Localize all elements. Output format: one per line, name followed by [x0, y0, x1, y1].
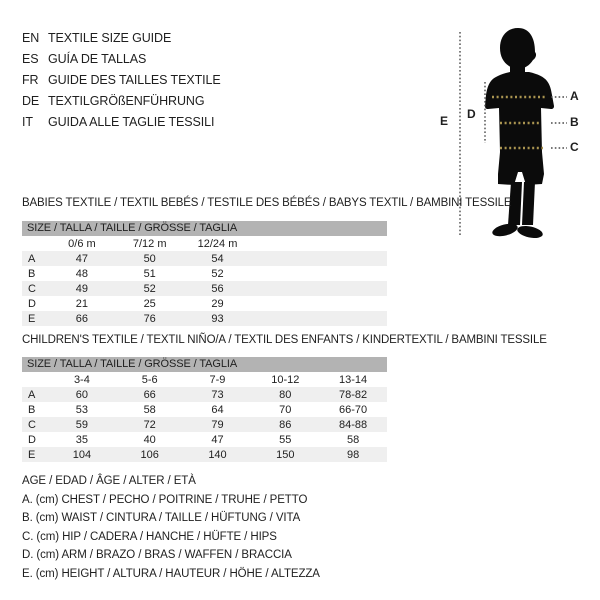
size-cell: 86 — [279, 418, 292, 431]
size-cell: 58 — [346, 433, 360, 446]
size-cell: 40 — [143, 433, 156, 446]
column-header-row — [22, 372, 387, 387]
size-cell: 51 — [143, 267, 156, 280]
language-code: IT — [22, 115, 33, 129]
column-header — [319, 236, 387, 251]
row-label: B — [28, 403, 36, 416]
size-cell: 47 — [75, 252, 89, 265]
size-cell: 53 — [75, 403, 89, 416]
children-size-table — [22, 372, 387, 462]
table-row — [22, 296, 387, 311]
column-header: 10-12 — [271, 373, 300, 386]
children-section-title: CHILDREN'S TEXTILE / TEXTIL NIÑO/A / TEXTIL DES ENFANTS / KINDERTEXTIL / BAMBINI TESSILE — [22, 334, 547, 346]
table-row — [22, 432, 387, 447]
legend-item: E. (cm) HEIGHT / ALTURA / HAUTEUR / HÖHE / ALTEZZA — [22, 567, 320, 580]
size-cell: 66-70 — [339, 403, 368, 416]
table-row — [22, 311, 387, 326]
language-row — [22, 49, 221, 70]
size-cell: 66 — [143, 388, 156, 401]
column-header: 7-9 — [209, 373, 226, 386]
language-row — [22, 70, 221, 91]
row-label-header — [22, 372, 48, 387]
babies-size-bar: SIZE / TALLA / TAILLE / GRÖSSE / TAGLIA — [22, 221, 387, 236]
column-header: 3-4 — [73, 373, 90, 386]
size-cell: 76 — [143, 312, 156, 325]
row-label: D — [28, 433, 36, 446]
row-label: E — [28, 448, 36, 461]
legend-item: C. (cm) HIP / CADERA / HANCHE / HÜFTE / HIPS — [22, 530, 277, 543]
table-row — [22, 281, 387, 296]
size-cell: 21 — [75, 297, 89, 310]
size-cell: 48 — [75, 267, 89, 280]
language-label: GUÍA DE TALLAS — [48, 52, 147, 66]
table-row — [22, 387, 387, 402]
row-label: A — [28, 252, 36, 265]
column-header: 5-6 — [141, 373, 158, 386]
size-cell: 56 — [211, 282, 224, 295]
size-cell: 52 — [211, 267, 224, 280]
language-row — [22, 28, 221, 49]
size-cell: 49 — [75, 282, 89, 295]
measurement-legend — [22, 472, 320, 584]
table-row — [22, 251, 387, 266]
language-code: ES — [22, 52, 39, 66]
figure-label-c: C — [570, 140, 579, 154]
size-cell — [251, 266, 319, 281]
language-code: DE — [22, 94, 40, 108]
babies-section-title: BABIES TEXTILE / TEXTIL BEBÉS / TESTILE DES BÉBÉS / BABYS TEXTIL / BAMBINI TESSILE — [22, 197, 512, 209]
column-header: 12/24 m — [197, 237, 238, 250]
table-row — [22, 417, 387, 432]
size-cell: 52 — [143, 282, 156, 295]
size-figure — [430, 25, 600, 245]
silhouette-head — [500, 28, 536, 69]
size-cell: 25 — [143, 297, 156, 310]
child-silhouette — [430, 25, 600, 245]
silhouette-right-leg — [522, 182, 535, 225]
language-code: FR — [22, 73, 39, 87]
figure-label-e: E — [440, 114, 449, 128]
size-cell: 79 — [211, 418, 224, 431]
size-cell: 106 — [140, 448, 159, 461]
size-cell — [251, 251, 319, 266]
size-cell — [251, 311, 319, 326]
language-row — [22, 112, 221, 133]
legend-item: B. (cm) WAIST / CINTURA / TAILLE / HÜFTUNG / VITA — [22, 512, 301, 525]
column-header-row — [22, 236, 387, 251]
size-cell — [319, 311, 387, 326]
size-cell: 72 — [143, 418, 156, 431]
column-header: 7/12 m — [132, 237, 167, 250]
language-row — [22, 91, 221, 112]
figure-label-b: B — [570, 115, 579, 129]
language-code: EN — [22, 31, 40, 45]
size-cell: 66 — [75, 312, 89, 325]
row-label: C — [28, 418, 36, 431]
size-cell — [251, 281, 319, 296]
size-cell: 84-88 — [339, 418, 368, 431]
figure-label-d: D — [467, 107, 476, 121]
row-label: D — [28, 297, 36, 310]
size-cell — [319, 266, 387, 281]
legend-item: D. (cm) ARM / BRAZO / BRAS / WAFFEN / BRACCIA — [22, 549, 292, 562]
babies-size-table — [22, 236, 387, 326]
language-list — [22, 28, 221, 133]
legend-item: A. (cm) CHEST / PECHO / POITRINE / TRUHE / PETTO — [22, 493, 308, 506]
size-cell: 58 — [143, 403, 156, 416]
figure-label-a: A — [570, 89, 579, 103]
size-cell: 80 — [279, 388, 292, 401]
row-label: B — [28, 267, 36, 280]
silhouette-shorts — [498, 152, 544, 185]
column-header: 0/6 m — [68, 237, 96, 250]
size-cell — [251, 296, 319, 311]
size-cell: 98 — [346, 448, 360, 461]
size-cell: 70 — [279, 403, 292, 416]
size-cell — [319, 251, 387, 266]
children-size-bar: SIZE / TALLA / TAILLE / GRÖSSE / TAGLIA — [22, 357, 387, 372]
size-cell: 73 — [211, 388, 224, 401]
language-label: TEXTILGRÖßENFÜHRUNG — [48, 94, 205, 108]
row-label-header — [22, 236, 48, 251]
size-cell: 150 — [276, 448, 295, 461]
size-cell: 140 — [208, 448, 227, 461]
row-label: E — [28, 312, 36, 325]
legend-age-line: AGE / EDAD / ÂGE / ALTER / ETÀ — [22, 475, 196, 487]
size-cell: 54 — [211, 252, 224, 265]
size-cell: 93 — [211, 312, 224, 325]
row-label: C — [28, 282, 36, 295]
column-header — [251, 236, 319, 251]
table-row — [22, 447, 387, 462]
size-cell: 50 — [143, 252, 156, 265]
silhouette-right-shoe — [516, 224, 544, 240]
size-cell — [319, 296, 387, 311]
size-cell: 47 — [211, 433, 224, 446]
size-cell — [319, 281, 387, 296]
size-cell: 55 — [279, 433, 292, 446]
size-cell: 104 — [72, 448, 92, 461]
language-label: GUIDE DES TAILLES TEXTILE — [48, 73, 221, 87]
table-row — [22, 266, 387, 281]
size-cell: 78-82 — [339, 388, 368, 401]
legend-items — [22, 491, 320, 584]
size-cell: 35 — [75, 433, 89, 446]
size-cell: 59 — [75, 418, 89, 431]
column-header: 13-14 — [339, 373, 368, 386]
size-cell: 29 — [211, 297, 224, 310]
silhouette-shirt — [485, 72, 554, 152]
language-label: GUIDA ALLE TAGLIE TESSILI — [48, 115, 215, 129]
size-cell: 64 — [211, 403, 224, 416]
size-cell: 60 — [75, 388, 89, 401]
row-label: A — [28, 388, 36, 401]
language-label: TEXTILE SIZE GUIDE — [48, 31, 172, 45]
table-row — [22, 402, 387, 417]
